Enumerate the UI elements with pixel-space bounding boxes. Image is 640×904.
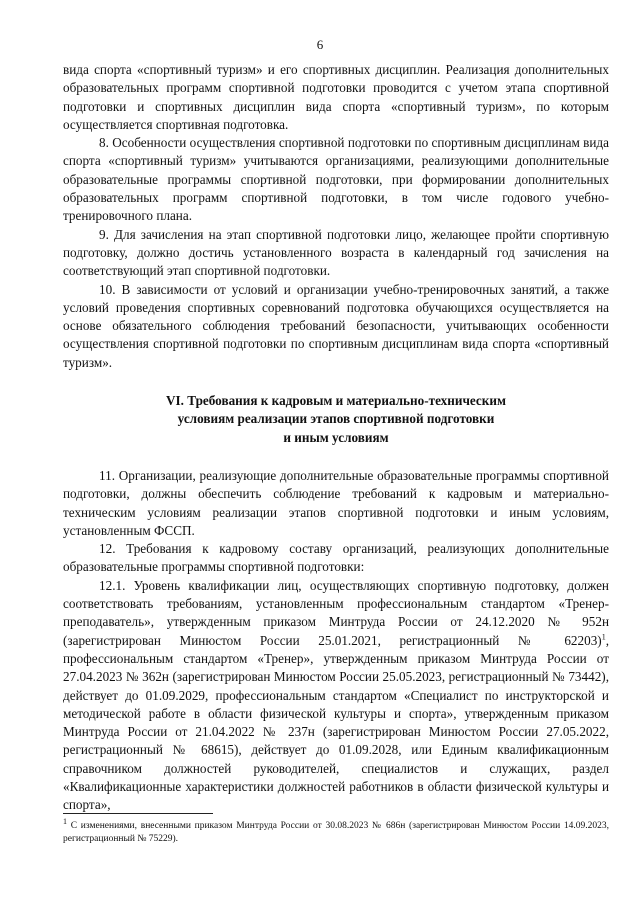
footnote: [63, 816, 610, 846]
paragraph-10: 10. В зависимости от условий и организации учебно-тренировочных занятий, а также условий проведения спортивных соревнований подготовка обучающихся осуществляется на основе обязательного соблюдения требований безопасности, учитывающих особенности осуществления спортивной подготовки по спортивным дисциплинам вида спорта «спортивный туризм».: [63, 281, 609, 370]
footnote-text: С изменениями, внесенными приказом Минтруда России от 30.08.2023 № 686н (зарегистрирован Минюстом России 14.09.2023, регистрационный № 75229).: [63, 821, 610, 844]
paragraph-11: 11. Организации, реализующие дополнительные образовательные программы спортивной подготовки, должны обеспечить соблюдение требований к кадровым и материально-техническим условиям реализации этапов спортивной подготовки и иным условиям, установленным ФССП.: [63, 467, 609, 538]
footnote-marker: 1: [63, 816, 67, 826]
paragraph-12-1-part-a: 12.1. Уровень квалификации лиц, осуществляющих спортивную подготовку, должен соответствовать требованиям, установленным профессиональным стандартом «Тренер-преподаватель», утвержденным приказом Минтруда России от 24.12.2020 № 952н (зарегистрирован Минюстом России 25.01.2021, регистрационный № 62203): [63, 577, 609, 648]
paragraph-12-1-part-b: , профессиональным стандартом «Тренер», утвержденным приказом Минтруда России от 27.04.2023 № 362н (зарегистрирован Минюстом России 25.05.2023, регистрационный № 73442), действует до 01.09.2029, профессиональным стандартом «Специалист по инструкторской и методической работе в области физической культуры и спорта», утвержденным приказом Минтруда России от 21.04.2022 № 237н (зарегистрирован Минюстом России 27.05.2022, регистрационный № 68615), действует до 01.09.2028, или Единым квалификационным справочником должностей руководителей, специалистов и служащих, раздел «Квалификационные характеристики должностей работников в области физической культуры и спорта»,: [63, 632, 609, 813]
document-body: [63, 61, 609, 815]
section-heading-line-2: условиям реализации этапов спортивной подготовки: [177, 411, 495, 427]
footnote-reference: 1: [601, 632, 606, 642]
paragraph-12-1: [63, 577, 609, 815]
paragraph-12: 12. Требования к кадровому составу организаций, реализующих дополнительные образовательные программы спортивной подготовки:: [63, 541, 609, 575]
footnote-divider: [63, 813, 213, 814]
page-number: 6: [316, 37, 324, 52]
paragraph-continuation: вида спорта «спортивный туризм» и его спортивных дисциплин. Реализация дополнительных образовательных программ спортивной подготовки проводится с учетом этапа спортивной подготовки и спортивных дисциплин вида спорта «спортивный туризм», по которым осуществляется спортивная подготовка.: [63, 62, 609, 132]
section-heading-line-1: VI. Требования к кадровым и материально-техническим: [166, 393, 506, 409]
paragraph-8: 8. Особенности осуществления спортивной подготовки по спортивным дисциплинам вида спорта «спортивный туризм» учитываются организациями, реализующими дополнительные образовательные программы спортивной подготовки, при формировании дополнительных образовательных программ спортивной подготовки, в том числе годового учебно-тренировочного плана.: [63, 135, 609, 224]
section-heading-line-3: и иным условиям: [283, 429, 389, 445]
section-heading: [63, 392, 609, 447]
paragraph-9: 9. Для зачисления на этап спортивной подготовки лицо, желающее пройти спортивную подготовку, должно достичь установленного возраста в календарный год зачисления на соответствующий этап спортивной подготовки.: [63, 226, 609, 279]
